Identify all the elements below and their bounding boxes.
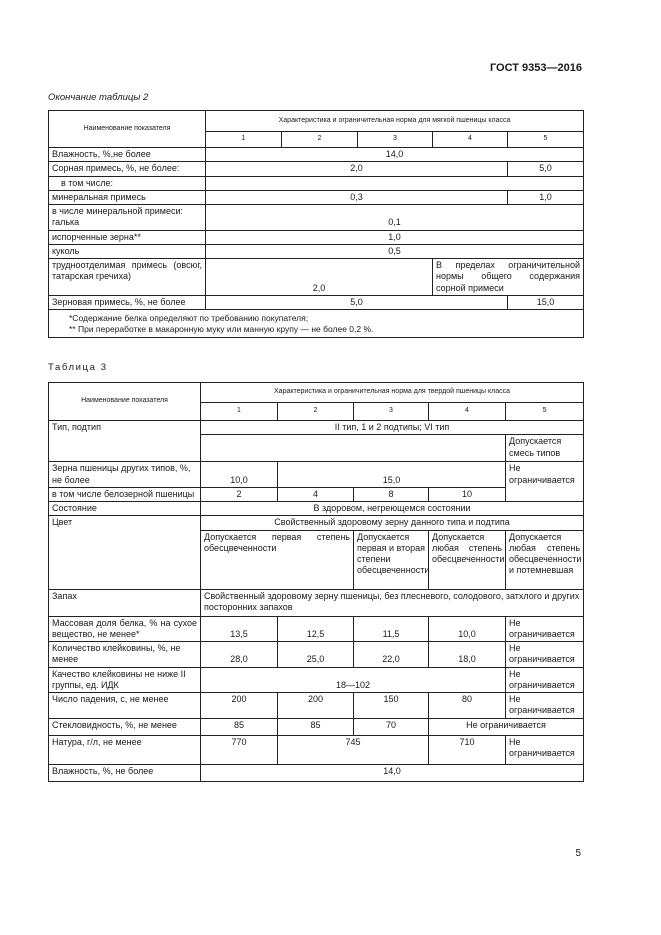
row-label: Зерна пшеницы других типов, %, не более [49,462,201,488]
cell-value: 15,0 [508,295,584,309]
cell-value: 2,0 [206,162,508,176]
class-2-header: 2 [282,132,358,148]
cell-value: 200 [201,693,278,719]
row-label: трудноотделимая примесь (овсюг, татарская гречиха) [49,259,206,296]
table-row [49,718,584,735]
cell-value: 85 [278,718,354,735]
cell-value: 8 [354,487,429,501]
table-notes [49,310,584,338]
cell-value: 1,0 [508,190,584,204]
class-3-header: 3 [354,403,429,421]
cell-value: Не ограничивается [506,735,584,764]
table-row [49,259,584,296]
cell-value: 15,0 [278,462,506,488]
cell-value: 2,0 [206,259,433,296]
cell-value: 85 [201,718,278,735]
cell-value: II тип, 1 и 2 подтипы; VI тип [201,421,584,435]
cell-value: Не ограничивается [506,462,584,502]
table-3 [48,382,584,782]
row-label: Сорная примесь, %, не более: [49,162,206,176]
note-1: *Содержание белка определяют по требованию покупателя; [69,313,309,323]
cell-value: В здоровом, негреющемся состоянии [201,502,584,516]
cell-value: 10,0 [201,462,278,488]
note-2: ** При переработке в макаронную муку или манную крупу — не более 0,2 %. [69,323,374,334]
cell-value: 5,0 [508,162,584,176]
cell-value: Допускается первая степень обесцвеченности [201,530,354,589]
cell-value: 25,0 [278,642,354,668]
cell-value: 4 [278,487,354,501]
cell-value: Не ограничивается [506,642,584,668]
cell-value: 200 [278,693,354,719]
row-label: Число падения, с, не менее [49,693,201,719]
row-label: минеральная примесь [49,190,206,204]
row-label: в том числе белозерной пшеницы [49,487,201,501]
cell-value: Допускается первая и вторая степени обесцвеченности [354,530,429,589]
table-row [49,176,584,190]
table-row [49,421,584,435]
cell-value: 710 [429,735,506,764]
class-2-header: 2 [278,403,354,421]
row-label: в числе минеральной примеси: галька [49,205,206,231]
page-number: 5 [575,848,581,859]
cell-value: 0,5 [206,244,584,258]
document-id: ГОСТ 9353—2016 [489,62,582,74]
table-row [49,487,584,501]
cell-value: 0,1 [206,205,584,231]
cell-value: Не ограничивается [506,667,584,693]
table-row [49,148,584,162]
cell-value: 11,5 [354,616,429,642]
row-label: Цвет [49,516,201,589]
table-row [49,667,584,693]
row-label: Состояние [49,502,201,516]
table-row [49,205,584,231]
table-row [49,190,584,204]
cell-value: В пределах ограничительной нормы общего содержания сорной примеси [433,259,584,296]
cell-value: 14,0 [206,148,584,162]
cell-value: 80 [429,693,506,719]
row-label: Тип, подтип [49,421,201,462]
class-1-header: 1 [201,403,278,421]
cell-value: Допускается любая степень обесцвеченности [429,530,506,589]
table-row [49,462,584,488]
table-row [49,642,584,668]
row-label: в том числе: [49,176,206,190]
row-label: Влажность, %,не более [49,148,206,162]
cell-empty [206,176,584,190]
cell-value: 22,0 [354,642,429,668]
row-label: Запах [49,589,201,616]
class-5-header: 5 [508,132,584,148]
table2-caption: Окончание таблицы 2 [48,92,149,103]
cell-value: 745 [278,735,429,764]
cell-value: 18—102 [201,667,506,693]
table-row [49,764,584,781]
cell-value: 70 [354,718,429,735]
cell-value: Свойственный здоровому зерну пшеницы, без плесневого, солодового, затхлого и других посторонних запахов [201,589,584,616]
group-header: Характеристика и ограничительная норма для твердой пшеницы класса [201,383,584,403]
table-row [49,244,584,258]
param-header: Наименование показателя [49,383,201,421]
class-1-header: 1 [206,132,282,148]
cell-value: Не ограничивается [429,718,584,735]
cell-value: 12,5 [278,616,354,642]
cell-value: 5,0 [206,295,508,309]
cell-empty [201,435,506,462]
class-3-header: 3 [358,132,433,148]
table-row [49,502,584,516]
table-row [49,295,584,309]
class-4-header: 4 [433,132,508,148]
cell-value: 10 [429,487,506,501]
row-label: Влажность, %, не более [49,764,201,781]
table-row [49,162,584,176]
cell-value: Свойственный здоровому зерну данного типа и подтипа [201,516,584,530]
table-row [49,693,584,719]
cell-value: 10,0 [429,616,506,642]
table3-caption: Таблица 3 [48,362,108,373]
cell-value: Допускается смесь типов [506,435,584,462]
cell-value: 1,0 [206,230,584,244]
row-label: Зерновая примесь, %, не более [49,295,206,309]
table-row [49,735,584,764]
cell-value: 2 [201,487,278,501]
cell-value: Не ограничивается [506,693,584,719]
table-row [49,230,584,244]
row-label: Натура, г/л, не менее [49,735,201,764]
table-2 [48,110,584,338]
cell-value: 28,0 [201,642,278,668]
cell-value: 18,0 [429,642,506,668]
class-5-header: 5 [506,403,584,421]
table-row [49,616,584,642]
table-row [49,516,584,530]
table-row [49,589,584,616]
group-header: Характеристика и ограничительная норма для мягкой пшеницы класса [206,111,584,132]
cell-value: 14,0 [201,764,584,781]
cell-value: 150 [354,693,429,719]
row-label: испорченные зерна** [49,230,206,244]
notes-cell [49,310,584,338]
row-label: Количество клейковины, %, не менее [49,642,201,668]
cell-value: 13,5 [201,616,278,642]
cell-value: 0,3 [206,190,508,204]
cell-value: Допускается любая степень обесцвеченности и потемневшая [506,530,584,589]
cell-value: Не ограничивается [506,616,584,642]
row-label: Массовая доля белка, % на сухое вещество, не менее* [49,616,201,642]
row-label: Качество клейковины не ниже II группы, ед. ИДК [49,667,201,693]
param-header: Наименование показателя [49,111,206,148]
row-label: куколь [49,244,206,258]
class-4-header: 4 [429,403,506,421]
cell-value: 770 [201,735,278,764]
row-label: Стекловидность, %, не менее [49,718,201,735]
